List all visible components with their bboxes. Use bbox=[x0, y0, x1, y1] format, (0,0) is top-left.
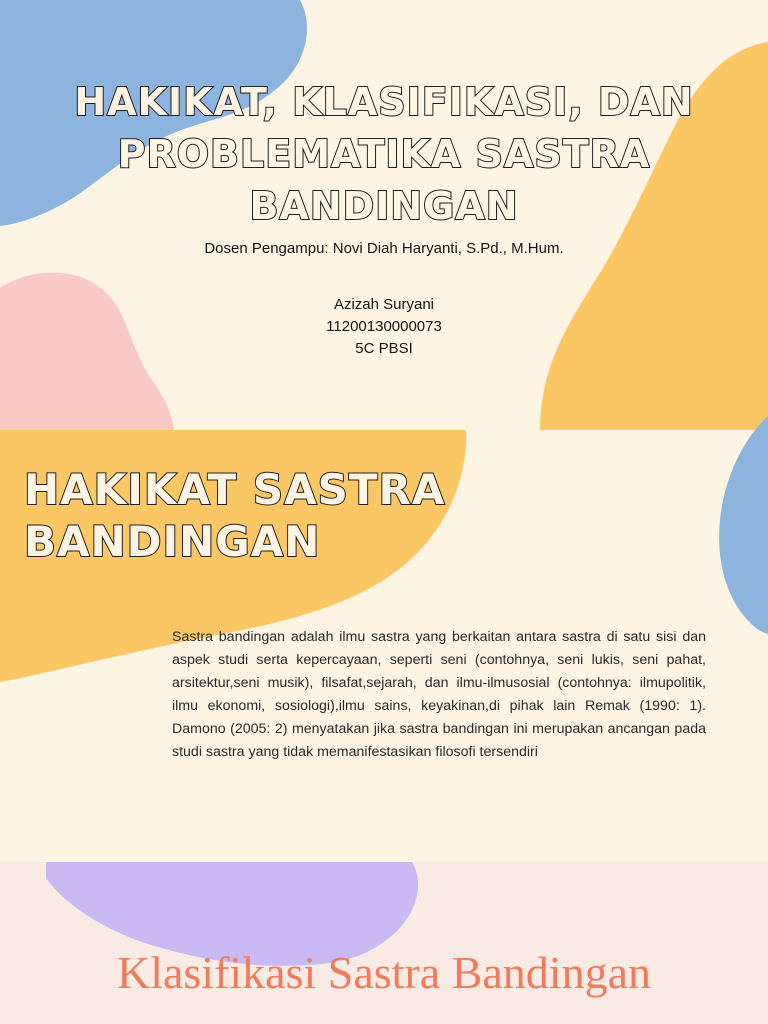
student-info bbox=[200, 294, 568, 360]
student-name: Azizah Suryani bbox=[333, 296, 435, 313]
klasifikasi-section bbox=[0, 862, 768, 1024]
student-nim: 11200130000073 bbox=[326, 318, 442, 335]
hakikat-section bbox=[0, 430, 768, 862]
cover-section bbox=[0, 0, 768, 430]
student-class: 5C PBSI bbox=[355, 340, 413, 357]
hakikat-paragraph: Sastra bandingan adalah ilmu sastra yang berkaitan antara sastra di satu sisi dan aspek studi serta kepercayaan, seperti seni (contohnya, seni lukis, seni pahat, arsitektur,seni musik), filsafat,sejarah, dan ilmu-ilmusosial (contohnya: ilmupolitik, ilmu ekonomi, sosiologi),ilmu sains, keyakinan,di pihak lain Remak (1990: 1). Damono (2005: 2) menyatakan jika sastra bandingan ini merupakan ancangan pada studi sastra yang tidak memanifestasikan filosofi tersendiri bbox=[172, 629, 706, 760]
hakikat-title: HAKIKAT SASTRA BANDINGAN bbox=[24, 465, 446, 566]
cover-title: HAKIKAT, KLASIFIKASI, DAN PROBLEMATIKA SASTRA BANDINGAN bbox=[74, 80, 694, 228]
klasifikasi-title: Klasifikasi Sastra Bandingan bbox=[116, 947, 651, 998]
lecturer-line: Dosen Pengampu: Novi Diah Haryanti, S.Pd., M.Hum. bbox=[204, 240, 564, 257]
